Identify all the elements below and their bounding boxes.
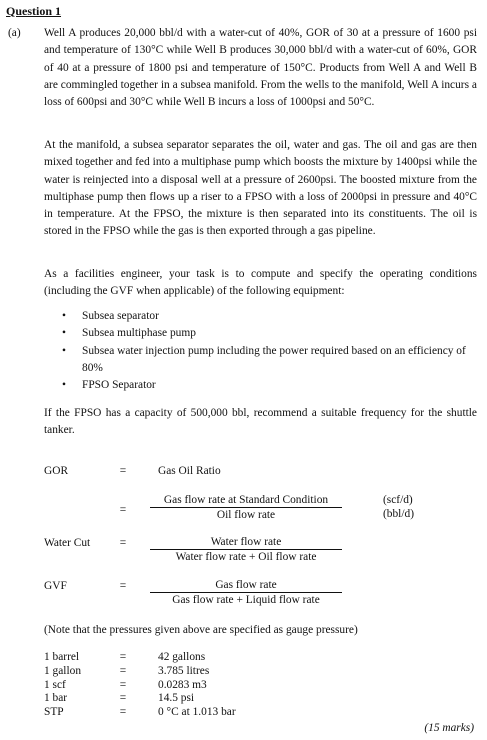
conversion-unit: 1 bar xyxy=(44,692,68,705)
list-item: • Subsea separator xyxy=(62,308,477,325)
gvf-term: GVF xyxy=(44,580,67,592)
table-row xyxy=(0,679,487,693)
equals-sign: = xyxy=(119,504,127,516)
equals-sign: = xyxy=(119,664,127,677)
list-item: • Subsea water injection pump including the power required based on an efficiency of 80% xyxy=(62,343,477,378)
equals-sign: = xyxy=(119,678,127,691)
question-title: Question 1 xyxy=(6,4,62,18)
equals-sign: = xyxy=(119,537,127,549)
conversion-unit: 1 barrel xyxy=(44,651,80,663)
conversion-table xyxy=(0,651,487,720)
table-row xyxy=(0,706,487,720)
conversion-unit: STP xyxy=(44,706,64,719)
conversion-value: 0.0283 m3 xyxy=(158,678,207,691)
paragraph-task: As a facilities engineer, your task is to compute and specify the operating conditions (including the GVF when applicable) of the following equipment: xyxy=(44,268,477,298)
list-item: • FPSO Separator xyxy=(62,377,477,394)
water-cut-fraction xyxy=(150,535,342,564)
part-label: (a) xyxy=(8,27,21,39)
gor-den-unit: (bbl/d) xyxy=(383,508,415,520)
conversion-unit: 1 gallon xyxy=(44,664,82,677)
gor-num-unit: (scf/d) xyxy=(383,494,413,506)
gauge-note: (Note that the pressures given above are specified as gauge pressure) xyxy=(44,624,358,636)
marks-label: (15 marks) xyxy=(424,722,474,734)
equals-sign: = xyxy=(119,651,127,663)
conversion-value: 42 gallons xyxy=(158,651,206,663)
equals-sign: = xyxy=(119,706,127,719)
equals-sign: = xyxy=(119,692,127,705)
equipment-list xyxy=(62,308,477,394)
table-row xyxy=(0,665,487,679)
conversion-value: 3.785 litres xyxy=(158,664,210,677)
gor-denominator: Oil flow rate xyxy=(216,509,276,521)
gor-expansion: Gas Oil Ratio xyxy=(158,465,221,477)
water-cut-denominator: Water flow rate + Oil flow rate xyxy=(175,551,317,563)
gor-term: GOR xyxy=(44,465,69,477)
gor-numerator: Gas flow rate at Standard Condition xyxy=(150,493,342,508)
conversion-value: 14.5 psi xyxy=(158,692,195,705)
gor-fraction xyxy=(150,493,342,522)
equals-sign: = xyxy=(119,580,127,592)
gvf-numerator: Gas flow rate xyxy=(150,578,342,593)
table-row xyxy=(0,692,487,706)
gvf-denominator: Gas flow rate + Liquid flow rate xyxy=(172,594,320,606)
water-cut-term: Water Cut xyxy=(44,537,91,549)
gvf-fraction xyxy=(150,578,342,607)
list-item: • Subsea multiphase pump xyxy=(62,325,477,342)
conversion-unit: 1 scf xyxy=(44,678,66,691)
conversion-value: 0 °C at 1.013 bar xyxy=(158,706,236,719)
paragraph-wells: Well A produces 20,000 bbl/d with a water-cut of 40%, GOR of 30 at a pressure of 1600 psi and temperature of 130°C while Well B produces 30,000 bbl/d with a water-cut of 60%, GOR of 40 at a pressure of 1800 psi and temperature of 150°C. Products from Well A and Well B are commingled together in a subsea manifold. From the wells to the manifold, Well A incurs a loss of 600psi and 30°C while Well B incurs a loss of 1000psi and 50°C. xyxy=(44,27,477,109)
table-row xyxy=(0,651,487,665)
water-cut-numerator: Water flow rate xyxy=(150,535,342,550)
paragraph-manifold: At the manifold, a subsea separator separates the oil, water and gas. The oil and gas are then mixed together and fed into a multiphase pump which boosts the mixture by 1400psi while the water is reinjected into a disposal well at a pressure of 2600psi. The boosted mixture from the multiphase pump then flows up a riser to a FPSO with a loss of 2000psi in pressure and 40°C in temperature. At the FPSO, the mixture is then separated into its constituents. The oil is stored in the FPSO while the gas is then exported through a gas pipeline. xyxy=(44,139,477,238)
paragraph-fpso: If the FPSO has a capacity of 500,000 bbl, recommend a suitable frequency for the shuttle tanker. xyxy=(44,407,477,437)
equals-sign: = xyxy=(119,465,127,477)
